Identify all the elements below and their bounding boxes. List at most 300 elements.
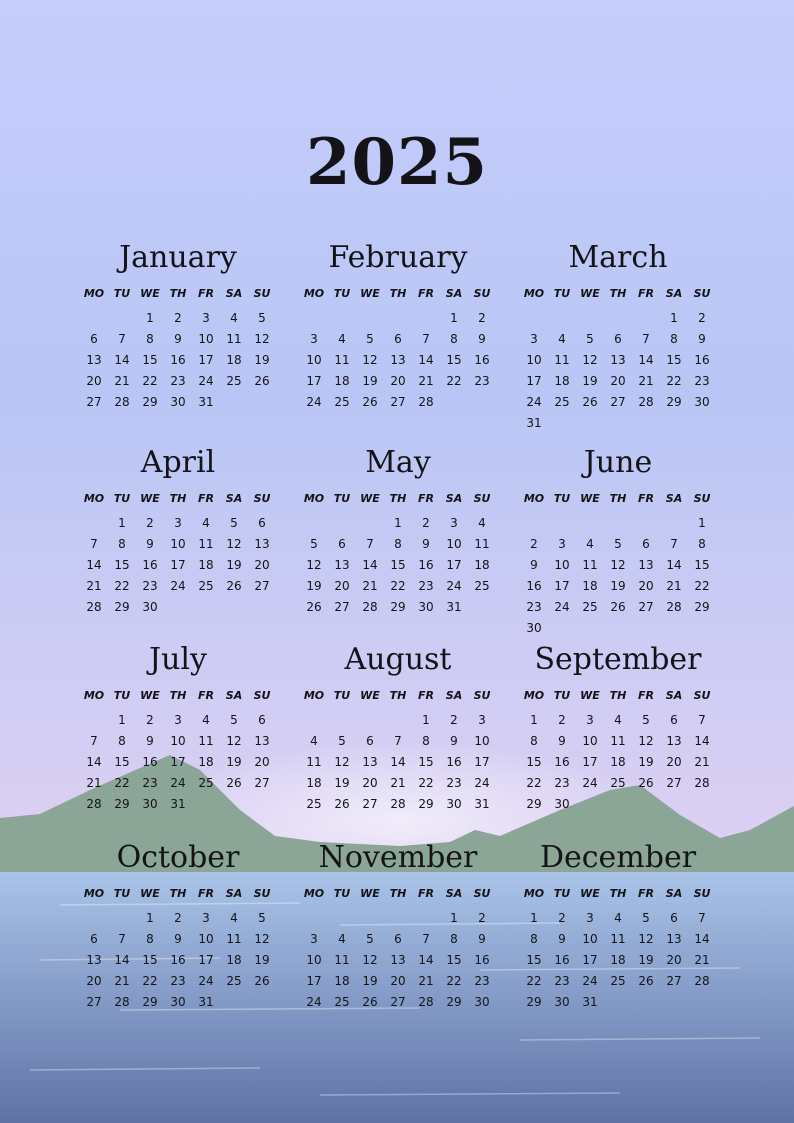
date-cell: 6 — [90, 932, 98, 946]
date-cell: 15 — [142, 353, 158, 367]
weekday-header — [80, 282, 276, 306]
date-cell: 28 — [390, 797, 406, 811]
date-cell: 20 — [334, 579, 350, 593]
date-cell: 9 — [422, 537, 430, 551]
date-cell: 7 — [118, 932, 126, 946]
date-cell: 2 — [478, 311, 486, 325]
weekday-label: FR — [418, 887, 434, 900]
date-cell: 23 — [554, 776, 570, 790]
date-cell: 17 — [306, 374, 322, 388]
date-cell: 29 — [114, 600, 130, 614]
month-june — [520, 443, 716, 639]
empty-cell — [108, 308, 136, 329]
date-cell: 23 — [554, 974, 570, 988]
date-cell: 15 — [390, 558, 406, 572]
date-cell: 15 — [446, 953, 462, 967]
date-cell: 26 — [306, 600, 322, 614]
date-cell: 25 — [334, 995, 350, 1009]
empty-cell — [300, 908, 328, 929]
date-cell: 23 — [170, 974, 186, 988]
date-cell: 18 — [198, 755, 214, 769]
month-october — [80, 838, 276, 1013]
month-name: June — [583, 445, 653, 480]
empty-cell — [80, 710, 108, 731]
date-grid — [80, 710, 276, 815]
month-name: November — [318, 840, 478, 875]
date-cell: 6 — [642, 537, 650, 551]
date-cell: 10 — [582, 734, 598, 748]
date-cell: 24 — [170, 579, 186, 593]
weekday-label: SA — [665, 887, 683, 900]
date-cell: 29 — [142, 995, 158, 1009]
date-cell: 19 — [306, 579, 322, 593]
date-cell: 9 — [558, 932, 566, 946]
date-cell: 22 — [114, 776, 130, 790]
date-cell: 5 — [614, 537, 622, 551]
date-cell: 21 — [114, 974, 130, 988]
date-cell: 11 — [554, 353, 570, 367]
date-cell: 22 — [142, 374, 158, 388]
date-cell: 8 — [450, 932, 458, 946]
date-cell: 10 — [526, 353, 542, 367]
date-cell: 10 — [554, 558, 570, 572]
date-cell: 27 — [666, 776, 682, 790]
date-cell: 11 — [610, 734, 626, 748]
empty-cell — [328, 513, 356, 534]
weekday-label: FR — [418, 689, 434, 702]
date-cell: 24 — [474, 776, 490, 790]
weekday-label: WE — [360, 689, 380, 702]
date-cell: 30 — [170, 395, 186, 409]
date-cell: 13 — [390, 953, 406, 967]
date-cell: 12 — [306, 558, 322, 572]
weekday-label: MO — [83, 689, 105, 702]
date-cell: 31 — [474, 797, 490, 811]
date-cell: 3 — [202, 911, 210, 925]
date-cell: 2 — [450, 713, 458, 727]
date-cell: 29 — [418, 797, 434, 811]
date-cell: 8 — [394, 537, 402, 551]
date-cell: 14 — [638, 353, 654, 367]
empty-cell — [604, 513, 632, 534]
weekday-label: WE — [580, 492, 600, 505]
empty-cell — [632, 308, 660, 329]
empty-cell — [300, 710, 328, 731]
date-cell: 23 — [446, 776, 462, 790]
weekday-label: TU — [553, 887, 571, 900]
weekday-label: TH — [389, 887, 407, 900]
date-cell: 1 — [394, 516, 402, 530]
weekday-label: SA — [225, 887, 243, 900]
weekday-label: TU — [113, 887, 131, 900]
date-cell: 4 — [338, 932, 346, 946]
date-cell: 16 — [446, 755, 462, 769]
date-cell: 25 — [226, 374, 242, 388]
date-cell: 18 — [610, 755, 626, 769]
date-cell: 8 — [530, 932, 538, 946]
date-cell: 11 — [610, 932, 626, 946]
empty-cell — [604, 308, 632, 329]
date-cell: 12 — [362, 953, 378, 967]
date-cell: 6 — [394, 932, 402, 946]
date-cell: 16 — [142, 755, 158, 769]
empty-cell — [548, 513, 576, 534]
empty-cell — [328, 710, 356, 731]
weekday-label: TU — [113, 492, 131, 505]
date-cell: 18 — [582, 579, 598, 593]
weekday-label: FR — [198, 689, 214, 702]
date-cell: 5 — [586, 332, 594, 346]
date-cell: 26 — [334, 797, 350, 811]
date-cell: 10 — [582, 932, 598, 946]
empty-cell — [412, 908, 440, 929]
month-name: September — [534, 642, 702, 677]
date-cell: 12 — [638, 932, 654, 946]
month-january — [80, 238, 276, 413]
weekday-header — [300, 487, 496, 511]
date-cell: 24 — [170, 776, 186, 790]
date-cell: 17 — [306, 974, 322, 988]
date-cell: 23 — [142, 776, 158, 790]
empty-cell — [80, 908, 108, 929]
date-grid — [300, 710, 496, 815]
weekday-label: FR — [198, 287, 214, 300]
date-cell: 13 — [362, 755, 378, 769]
date-cell: 15 — [114, 755, 130, 769]
date-cell: 28 — [694, 974, 710, 988]
weekday-header — [300, 684, 496, 708]
weekday-label: TH — [389, 492, 407, 505]
date-cell: 14 — [418, 353, 434, 367]
date-grid — [520, 908, 716, 1013]
date-cell: 30 — [446, 797, 462, 811]
date-cell: 8 — [118, 734, 126, 748]
date-cell: 26 — [362, 395, 378, 409]
month-name: August — [344, 642, 452, 677]
date-cell: 23 — [474, 374, 490, 388]
date-cell: 17 — [198, 353, 214, 367]
date-cell: 4 — [614, 713, 622, 727]
weekday-label: WE — [140, 492, 160, 505]
date-cell: 20 — [638, 579, 654, 593]
weekday-label: SA — [445, 287, 463, 300]
date-cell: 8 — [146, 332, 154, 346]
weekday-label: MO — [303, 287, 325, 300]
weekday-label: FR — [198, 492, 214, 505]
date-cell: 30 — [418, 600, 434, 614]
date-cell: 20 — [254, 558, 270, 572]
date-cell: 21 — [362, 579, 378, 593]
date-cell: 8 — [118, 537, 126, 551]
date-cell: 16 — [526, 579, 542, 593]
date-cell: 25 — [554, 395, 570, 409]
date-cell: 3 — [586, 911, 594, 925]
weekday-label: WE — [140, 287, 160, 300]
date-cell: 6 — [670, 713, 678, 727]
date-cell: 4 — [202, 516, 210, 530]
date-cell: 6 — [338, 537, 346, 551]
month-name: January — [119, 240, 237, 275]
date-cell: 3 — [530, 332, 538, 346]
date-cell: 29 — [694, 600, 710, 614]
date-cell: 25 — [474, 579, 490, 593]
date-grid — [520, 308, 716, 434]
weekday-label: TU — [553, 689, 571, 702]
date-cell: 28 — [86, 600, 102, 614]
date-cell: 14 — [114, 953, 130, 967]
date-cell: 25 — [198, 776, 214, 790]
date-cell: 17 — [582, 755, 598, 769]
weekday-label: SU — [473, 887, 491, 900]
date-cell: 6 — [90, 332, 98, 346]
weekday-label: TU — [553, 492, 571, 505]
weekday-label: MO — [303, 689, 325, 702]
date-cell: 12 — [610, 558, 626, 572]
date-cell: 28 — [694, 776, 710, 790]
date-cell: 1 — [450, 311, 458, 325]
date-cell: 28 — [666, 600, 682, 614]
date-cell: 22 — [142, 974, 158, 988]
date-cell: 31 — [198, 395, 214, 409]
date-cell: 19 — [334, 776, 350, 790]
month-february — [300, 238, 496, 413]
month-name: May — [365, 445, 431, 480]
weekday-label: FR — [418, 492, 434, 505]
date-cell: 29 — [114, 797, 130, 811]
date-cell: 31 — [198, 995, 214, 1009]
weekday-label: TH — [169, 287, 187, 300]
empty-cell — [576, 308, 604, 329]
date-cell: 29 — [526, 797, 542, 811]
date-cell: 29 — [666, 395, 682, 409]
date-cell: 3 — [202, 311, 210, 325]
date-cell: 28 — [114, 395, 130, 409]
weekday-label: SA — [665, 492, 683, 505]
date-cell: 25 — [582, 600, 598, 614]
month-may — [300, 443, 496, 618]
date-cell: 18 — [474, 558, 490, 572]
date-cell: 18 — [610, 953, 626, 967]
date-cell: 6 — [670, 911, 678, 925]
weekday-label: TH — [169, 492, 187, 505]
date-cell: 30 — [170, 995, 186, 1009]
date-cell: 27 — [666, 974, 682, 988]
date-cell: 4 — [230, 911, 238, 925]
date-cell: 11 — [306, 755, 322, 769]
date-cell: 14 — [86, 558, 102, 572]
date-cell: 5 — [230, 516, 238, 530]
weekday-label: SA — [225, 492, 243, 505]
date-cell: 5 — [642, 713, 650, 727]
date-cell: 2 — [146, 516, 154, 530]
date-cell: 12 — [254, 932, 270, 946]
date-cell: 19 — [610, 579, 626, 593]
weekday-header — [520, 282, 716, 306]
date-cell: 4 — [558, 332, 566, 346]
date-cell: 10 — [306, 953, 322, 967]
empty-cell — [108, 908, 136, 929]
date-cell: 21 — [86, 776, 102, 790]
date-cell: 16 — [170, 353, 186, 367]
date-cell: 24 — [306, 395, 322, 409]
date-cell: 17 — [582, 953, 598, 967]
date-cell: 11 — [198, 734, 214, 748]
date-cell: 3 — [558, 537, 566, 551]
date-cell: 24 — [306, 995, 322, 1009]
date-cell: 27 — [610, 395, 626, 409]
weekday-header — [520, 684, 716, 708]
date-cell: 30 — [554, 797, 570, 811]
date-cell: 28 — [638, 395, 654, 409]
date-cell: 16 — [474, 953, 490, 967]
date-cell: 10 — [170, 537, 186, 551]
empty-cell — [632, 513, 660, 534]
date-cell: 13 — [638, 558, 654, 572]
date-cell: 18 — [306, 776, 322, 790]
date-cell: 28 — [418, 395, 434, 409]
date-cell: 20 — [666, 953, 682, 967]
date-cell: 20 — [610, 374, 626, 388]
date-grid — [300, 308, 496, 413]
date-cell: 26 — [226, 579, 242, 593]
date-cell: 18 — [334, 374, 350, 388]
date-cell: 19 — [638, 953, 654, 967]
weekday-label: WE — [580, 287, 600, 300]
empty-cell — [412, 308, 440, 329]
date-cell: 22 — [390, 579, 406, 593]
date-cell: 5 — [642, 911, 650, 925]
date-cell: 22 — [446, 974, 462, 988]
weekday-label: SA — [445, 689, 463, 702]
empty-cell — [80, 308, 108, 329]
date-cell: 9 — [450, 734, 458, 748]
weekday-label: TH — [609, 492, 627, 505]
date-cell: 24 — [526, 395, 542, 409]
date-cell: 7 — [698, 911, 706, 925]
weekday-label: MO — [303, 887, 325, 900]
date-cell: 31 — [446, 600, 462, 614]
date-cell: 8 — [530, 734, 538, 748]
date-cell: 2 — [146, 713, 154, 727]
date-grid — [520, 710, 716, 815]
date-cell: 1 — [422, 713, 430, 727]
month-september — [520, 640, 716, 815]
date-cell: 2 — [558, 713, 566, 727]
date-cell: 20 — [390, 374, 406, 388]
date-cell: 30 — [142, 797, 158, 811]
date-cell: 17 — [198, 953, 214, 967]
weekday-label: WE — [580, 887, 600, 900]
date-cell: 8 — [450, 332, 458, 346]
weekday-label: WE — [360, 287, 380, 300]
date-cell: 13 — [610, 353, 626, 367]
date-cell: 2 — [174, 911, 182, 925]
month-august — [300, 640, 496, 815]
date-cell: 5 — [366, 932, 374, 946]
date-cell: 23 — [526, 600, 542, 614]
weekday-label: MO — [83, 887, 105, 900]
date-cell: 24 — [198, 974, 214, 988]
weekday-header — [80, 684, 276, 708]
month-name: July — [149, 642, 207, 677]
date-cell: 12 — [362, 353, 378, 367]
date-cell: 6 — [258, 516, 266, 530]
date-cell: 28 — [418, 995, 434, 1009]
date-cell: 3 — [310, 932, 318, 946]
weekday-label: SU — [693, 689, 711, 702]
date-cell: 11 — [474, 537, 490, 551]
date-cell: 31 — [582, 995, 598, 1009]
date-cell: 18 — [334, 974, 350, 988]
date-cell: 9 — [530, 558, 538, 572]
date-cell: 14 — [390, 755, 406, 769]
month-december — [520, 838, 716, 1013]
date-cell: 9 — [478, 932, 486, 946]
date-cell: 13 — [666, 932, 682, 946]
date-cell: 21 — [694, 755, 710, 769]
date-cell: 7 — [394, 734, 402, 748]
date-cell: 21 — [86, 579, 102, 593]
date-cell: 27 — [86, 395, 102, 409]
date-cell: 17 — [170, 558, 186, 572]
date-cell: 17 — [170, 755, 186, 769]
date-cell: 20 — [254, 755, 270, 769]
date-grid — [80, 308, 276, 413]
date-cell: 4 — [338, 332, 346, 346]
date-cell: 10 — [198, 932, 214, 946]
weekday-label: FR — [638, 287, 654, 300]
date-cell: 5 — [338, 734, 346, 748]
weekday-label: TU — [553, 287, 571, 300]
date-cell: 7 — [642, 332, 650, 346]
weekday-label: SU — [253, 887, 271, 900]
empty-cell — [520, 308, 548, 329]
empty-cell — [576, 513, 604, 534]
date-cell: 7 — [422, 332, 430, 346]
empty-cell — [328, 308, 356, 329]
date-cell: 30 — [554, 995, 570, 1009]
date-cell: 15 — [446, 353, 462, 367]
date-cell: 28 — [114, 995, 130, 1009]
weekday-label: SU — [693, 492, 711, 505]
date-cell: 30 — [694, 395, 710, 409]
date-cell: 7 — [90, 734, 98, 748]
date-cell: 7 — [118, 332, 126, 346]
date-cell: 25 — [334, 395, 350, 409]
date-cell: 27 — [362, 797, 378, 811]
date-cell: 25 — [610, 776, 626, 790]
date-cell: 15 — [694, 558, 710, 572]
empty-cell — [384, 710, 412, 731]
date-cell: 4 — [230, 311, 238, 325]
date-cell: 15 — [418, 755, 434, 769]
date-cell: 4 — [478, 516, 486, 530]
date-cell: 20 — [86, 374, 102, 388]
date-cell: 26 — [362, 995, 378, 1009]
date-grid — [80, 908, 276, 1013]
date-cell: 13 — [254, 734, 270, 748]
date-cell: 25 — [226, 974, 242, 988]
date-cell: 19 — [582, 374, 598, 388]
weekday-label: SA — [665, 287, 683, 300]
date-cell: 20 — [86, 974, 102, 988]
date-cell: 7 — [90, 537, 98, 551]
month-april — [80, 443, 276, 618]
weekday-label: TU — [333, 287, 351, 300]
empty-cell — [548, 308, 576, 329]
weekday-label: FR — [638, 887, 654, 900]
empty-cell — [660, 513, 688, 534]
